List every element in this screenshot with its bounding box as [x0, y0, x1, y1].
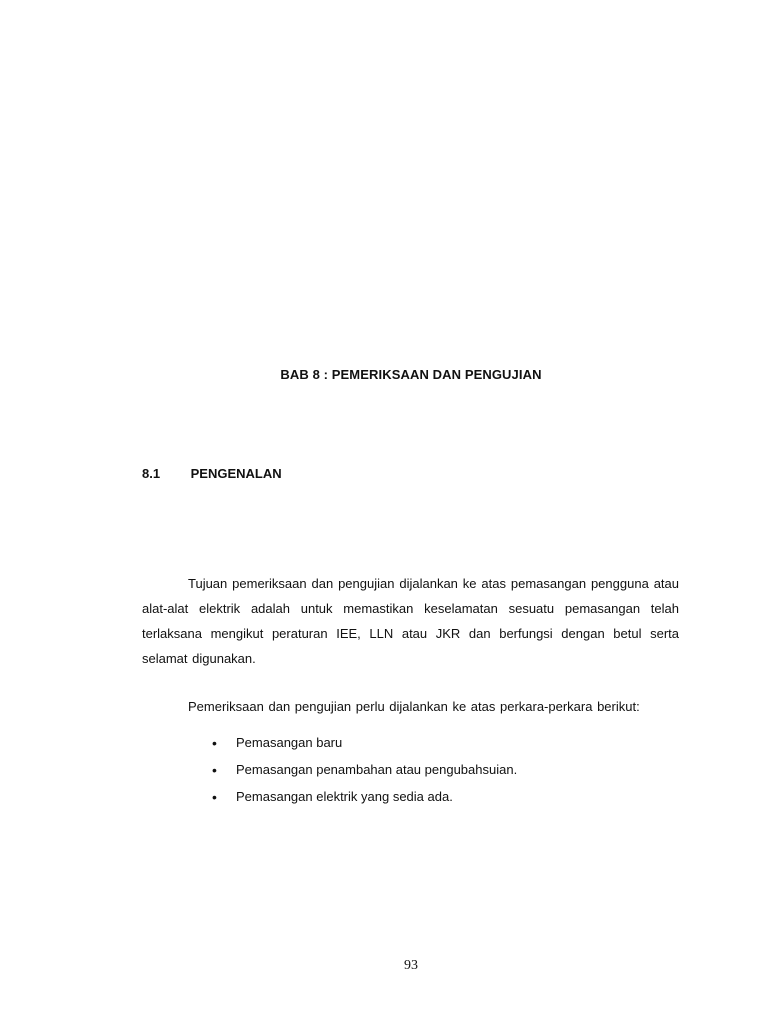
list-intro-paragraph: Pemeriksaan dan pengujian perlu dijalankan ke atas perkara-perkara berikut: [188, 699, 640, 714]
list-item-text: Pemasangan penambahan atau pengubahsuian. [236, 762, 518, 777]
bullet-icon: • [212, 735, 217, 751]
list-item [212, 786, 517, 813]
page-number: 93 [404, 958, 418, 973]
list-item-text: Pemasangan baru [236, 735, 343, 750]
list-item [212, 759, 517, 786]
intro-paragraph: Tujuan pemeriksaan dan pengujian dijalankan ke atas pemasangan pengguna atau alat-alat elektrik adalah untuk memastikan keselamatan sesuatu pemasangan telah terlaksana mengikut peraturan IEE, LLN atau JKR dan berfungsi dengan betul serta selamat digunakan. [142, 576, 679, 666]
chapter-title: BAB 8 : PEMERIKSAAN DAN PENGUJIAN [280, 367, 542, 382]
list-item-text: Pemasangan elektrik yang sedia ada. [236, 789, 453, 804]
section-number: 8.1 [142, 466, 161, 481]
section-heading [142, 466, 282, 481]
list-item [212, 732, 517, 759]
section-title: PENGENALAN [190, 466, 282, 481]
bullet-icon: • [212, 789, 217, 805]
bullet-icon: • [212, 762, 217, 778]
bullet-list [212, 732, 517, 813]
